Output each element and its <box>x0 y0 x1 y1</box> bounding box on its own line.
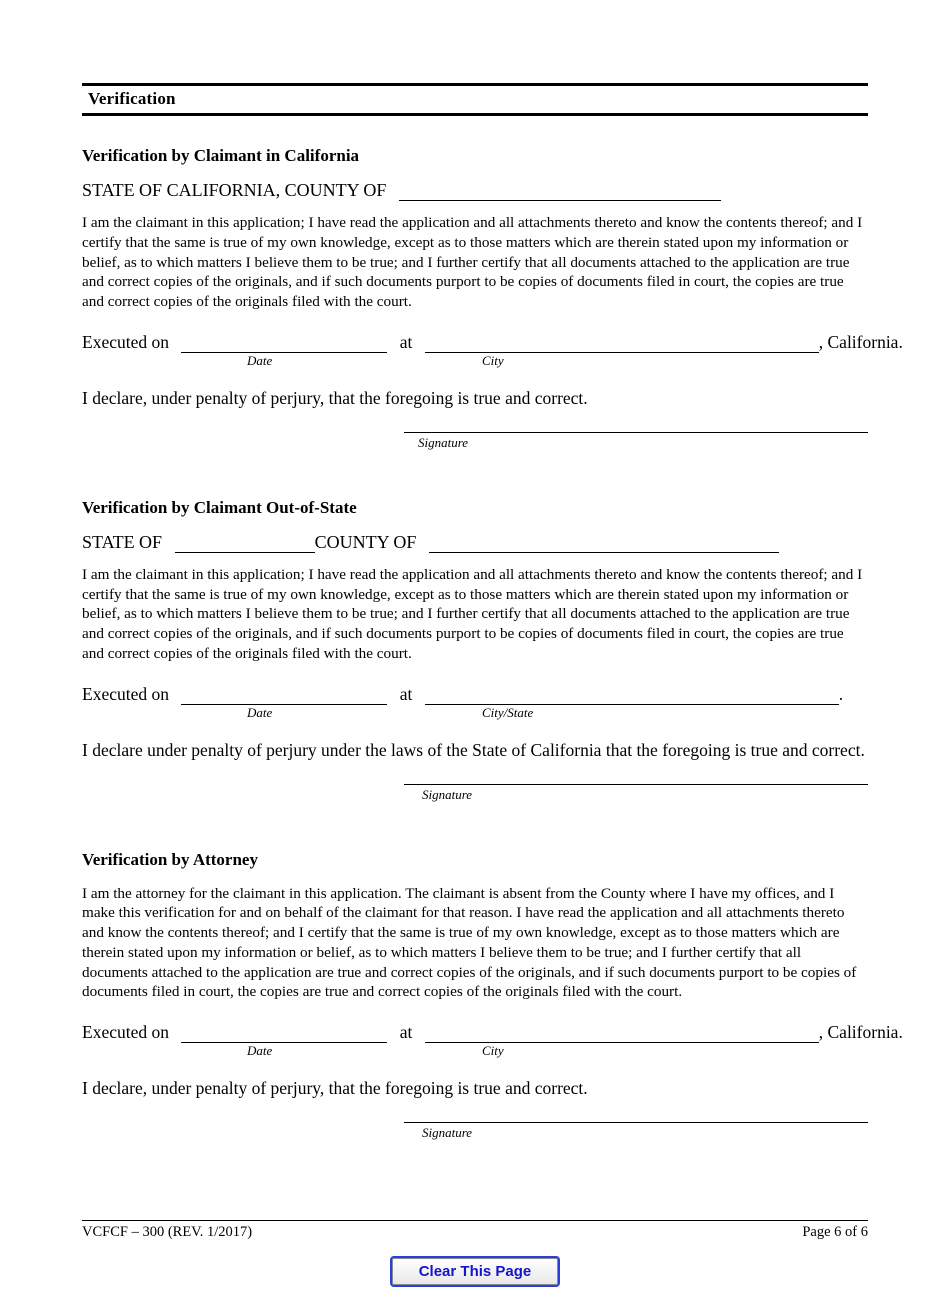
section-claimant-california <box>82 146 903 470</box>
trailing-california-3: , California. <box>818 1022 903 1042</box>
city-caption-3: City <box>482 1043 504 1058</box>
date-caption-1: Date <box>247 352 273 368</box>
executed-city-state-input-2[interactable] <box>425 689 839 705</box>
date-caption-2: Date <box>247 704 273 720</box>
section-verification-by-attorney <box>82 849 903 1161</box>
section-1-captions <box>82 353 868 369</box>
section-2-signature-block <box>82 784 868 822</box>
executed-date-input-1[interactable] <box>181 337 387 353</box>
signature-caption-2: Signature <box>422 786 473 802</box>
form-identifier: VCFCF – 300 (REV. 1/2017) <box>82 1224 253 1240</box>
executed-city-input-3[interactable] <box>425 1027 819 1043</box>
trailing-period-2: . <box>838 683 844 704</box>
executed-date-input-2[interactable] <box>181 689 387 705</box>
signature-input-2[interactable] <box>404 784 868 785</box>
section-3-executed-row <box>82 1022 903 1043</box>
section-1-signature-block <box>82 432 868 470</box>
trailing-california-1: , California. <box>818 331 903 352</box>
clear-this-page-button[interactable]: Clear This Page <box>392 1258 559 1285</box>
section-2-executed-row <box>82 684 868 705</box>
county-out-input[interactable] <box>429 537 779 553</box>
section-3-captions <box>82 1043 868 1059</box>
footer-divider <box>82 1220 868 1221</box>
section-1-heading: Verification by Claimant in California <box>82 146 360 165</box>
executed-on-label-1: Executed on <box>82 331 169 352</box>
section-1-state-line <box>82 180 868 201</box>
executed-on-label-3: Executed on <box>82 1022 169 1042</box>
executed-city-input-1[interactable] <box>425 337 819 353</box>
signature-caption-3: Signature <box>422 1125 473 1140</box>
at-label-2: at <box>399 683 413 704</box>
section-2-body: I am the claimant in this application; I have read the application and all attachments thereto and know the contents thereof; and I certify that the same is true of my own knowledge, except as to those matters which are therein stated upon my information or belief, as to which matters I believe them to be true; and I further certify that all documents attached to the application are true and correct copies of the originals, and if such documents purport to be copies of documents filed in court, the copies are true and correct copies of the originals filed with the court. <box>82 565 863 662</box>
page-footer <box>82 1220 868 1241</box>
at-label-3: at <box>399 1022 413 1042</box>
clear-page-button-wrap <box>0 1258 950 1285</box>
section-2-state-line <box>82 532 868 553</box>
state-out-input[interactable] <box>175 537 315 553</box>
signature-input-3[interactable] <box>404 1122 868 1123</box>
document-page <box>0 83 950 1313</box>
executed-on-label-2: Executed on <box>82 683 169 704</box>
section-1-executed-row <box>82 331 903 353</box>
page-number: Page 6 of 6 <box>802 1224 868 1240</box>
state-of-california-label: STATE OF CALIFORNIA, COUNTY OF <box>82 180 387 200</box>
city-state-caption-2: City/State <box>482 704 534 720</box>
section-2-captions <box>82 705 868 721</box>
section-claimant-out-of-state <box>82 498 868 822</box>
city-caption-1: City <box>482 352 504 368</box>
section-1-declaration: I declare, under penalty of perjury, that the foregoing is true and correct. <box>82 387 588 408</box>
section-1-body: I am the claimant in this application; I have read the application and all attachments thereto and know the contents thereof; and I certify that the same is true of my own knowledge, except as to those matters which are therein stated upon my information or belief, as to which matters I believe them to be true; and I further certify that all documents attached to the application are true and correct copies of the originals, and if such documents purport to be copies of documents filed in court, the copies are true and correct copies of the originals filed with the court. <box>82 214 863 310</box>
signature-caption-1: Signature <box>418 434 469 450</box>
section-3-declaration: I declare, under penalty of perjury, that the foregoing is true and correct. <box>82 1078 588 1098</box>
section-3-body: I am the attorney for the claimant in this application. The claimant is absent from the County where I have my offices, and I make this verification for and on behalf of the claimant for that reason. I have read the application and all attachments thereto and know the contents thereof; and I certify that the same is true of my own knowledge, except as to those matters which are therein stated upon my information or belief, as to which matters I believe them to be true; and I further certify that all documents attached to the application are true and correct copies of the originals, and if such documents purport to be copies of documents filed in court, the copies are true and correct copies of the originals filed with the court. <box>82 884 857 1001</box>
signature-input-1[interactable] <box>404 432 868 433</box>
date-caption-3: Date <box>247 1043 273 1058</box>
section-header-verification: Verification <box>82 83 868 116</box>
section-3-heading: Verification by Attorney <box>82 849 258 869</box>
at-label-1: at <box>399 331 413 352</box>
section-3-signature-block <box>82 1122 868 1160</box>
county-california-input[interactable] <box>399 185 721 201</box>
county-of-label: COUNTY OF <box>314 531 417 552</box>
section-2-heading: Verification by Claimant Out-of-State <box>82 497 357 517</box>
executed-date-input-3[interactable] <box>181 1027 387 1043</box>
section-2-declaration: I declare under penalty of perjury under the laws of the State of California that the foregoing is true and correct. <box>82 739 865 760</box>
state-of-label: STATE OF <box>82 531 163 552</box>
